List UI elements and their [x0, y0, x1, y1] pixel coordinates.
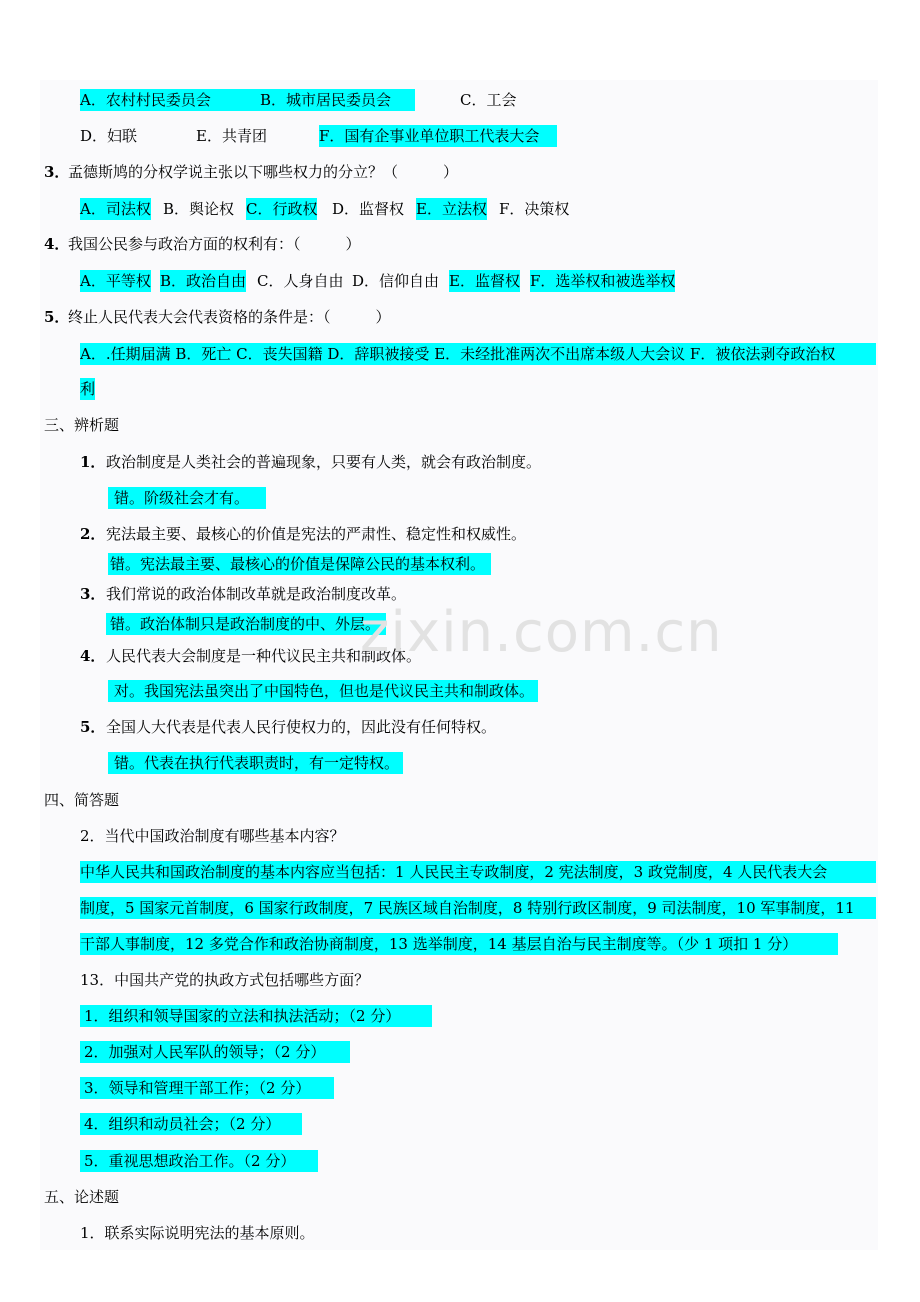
q2-option-f: F．国有企事业单位职工代表大会	[319, 125, 557, 147]
s4-q2-answer-line-3: 干部人事制度，12 多党合作和政治协商制度，13 选举制度，14 基层自治与民主制度等。（少 1 项扣 1 分）	[80, 933, 838, 955]
s3-item-4-question: 人民代表大会制度是一种代议民主共和制政体。	[106, 647, 422, 665]
s3-item-5-question: 全国人大代表是代表人民行使权力的，因此没有任何特权。	[106, 718, 497, 736]
q4-question: 我国公民参与政治方面的权利有：（ ）	[68, 235, 361, 253]
section-5-title: 五、论述题	[44, 1188, 120, 1206]
q3-number: 3．	[44, 163, 70, 181]
q4-option-f: F．选举权和被选举权	[530, 272, 676, 290]
q4-option-c: C．人身自由	[257, 272, 344, 290]
s3-item-1-answer: 错。阶级社会才有。	[108, 487, 266, 509]
q5-answer-line-1: A．.任期届满 B．死亡 C．丧失国籍 D．辞职被接受 E．未经批准两次不出席本级人大会议 F．被依法剥夺政治权	[80, 343, 876, 365]
q2-option-c: C．工会	[460, 91, 517, 109]
q3-option-c: C．行政权	[246, 200, 318, 218]
s3-item-2-answer: 错。宪法最主要、最核心的价值是保障公民的基本权利。	[108, 553, 491, 575]
q5-question: 终止人民代表大会代表资格的条件是：（ ）	[68, 308, 391, 326]
q5-answer-line-2: 利	[80, 380, 96, 398]
s3-item-5-number: 5．	[80, 718, 106, 736]
q4-option-b: B．政治自由	[160, 272, 247, 290]
s4-q2-answer-line-2: 制度，5 国家元首制度，6 国家行政制度，7 民族区域自治制度，8 特别行政区制度，9 司法制度，10 军事制度，11	[80, 897, 876, 919]
s3-item-3-question: 我们常说的政治体制改革就是政治制度改革。	[106, 585, 407, 603]
q3-option-d: D．监督权	[332, 200, 405, 218]
q2-option-b: B．城市居民委员会	[260, 89, 415, 111]
q4-number: 4．	[44, 235, 70, 253]
s3-item-1-question: 政治制度是人类社会的普遍现象，只要有人类，就会有政治制度。	[106, 453, 542, 471]
s3-item-3-answer: 错。政治体制只是政治制度的中、外层。	[106, 613, 386, 635]
q3-option-f: F．决策权	[499, 200, 570, 218]
q4-option-a: A．平等权	[80, 272, 151, 290]
s4-q13-answer-5: 5．重视思想政治工作。（2 分）	[80, 1150, 318, 1172]
s4-question-2: 2．当代中国政治制度有哪些基本内容？	[80, 827, 345, 845]
s4-q2-answer-line-1: 中华人民共和国政治制度的基本内容应当包括：1 人民民主专政制度，2 宪法制度，3 政党制度，4 人民代表大会	[80, 861, 876, 883]
q2-option-d: D．妇联	[80, 127, 138, 145]
q5-number: 5．	[44, 308, 70, 326]
q2-option-a: A．农村村民委员会	[80, 89, 260, 111]
q3-question: 孟德斯鸠的分权学说主张以下哪些权力的分立？（ ）	[68, 163, 459, 181]
s4-q13-answer-4: 4．组织和动员社会；（2 分）	[80, 1113, 302, 1135]
watermark: zixin.com.cn	[360, 600, 723, 665]
q3-option-a: A．司法权	[80, 200, 151, 218]
s4-question-13: 13．中国共产党的执政方式包括哪些方面？	[80, 971, 370, 989]
q2-option-e: E．共青团	[196, 127, 267, 145]
section-4-title: 四、简答题	[44, 791, 120, 809]
q4-option-d: D．信仰自由	[352, 272, 440, 290]
s4-q13-answer-1: 1．组织和领导国家的立法和执法活动；（2 分）	[80, 1005, 432, 1027]
q4-option-e: E．监督权	[449, 272, 520, 290]
s3-item-1-number: 1．	[80, 453, 106, 471]
s4-q13-answer-2: 2．加强对人民军队的领导；（2 分）	[80, 1041, 350, 1063]
s3-item-3-number: 3．	[80, 585, 106, 603]
q3-option-b: B．舆论权	[163, 200, 235, 218]
s3-item-2-number: 2．	[80, 525, 106, 543]
s3-item-4-answer: 对。我国宪法虽突出了中国特色，但也是代议民主共和制政体。	[108, 680, 538, 702]
s4-q13-answer-3: 3．领导和管理干部工作；（2 分）	[80, 1077, 334, 1099]
q3-option-e: E．立法权	[416, 200, 487, 218]
s5-question-1: 1．联系实际说明宪法的基本原则。	[80, 1224, 315, 1242]
s3-item-2-question: 宪法最主要、最核心的价值是宪法的严肃性、稳定性和权威性。	[106, 525, 527, 543]
s3-item-4-number: 4．	[80, 647, 106, 665]
s3-item-5-answer: 错。代表在执行代表职责时，有一定特权。	[108, 752, 403, 774]
section-3-title: 三、辨析题	[44, 416, 120, 434]
